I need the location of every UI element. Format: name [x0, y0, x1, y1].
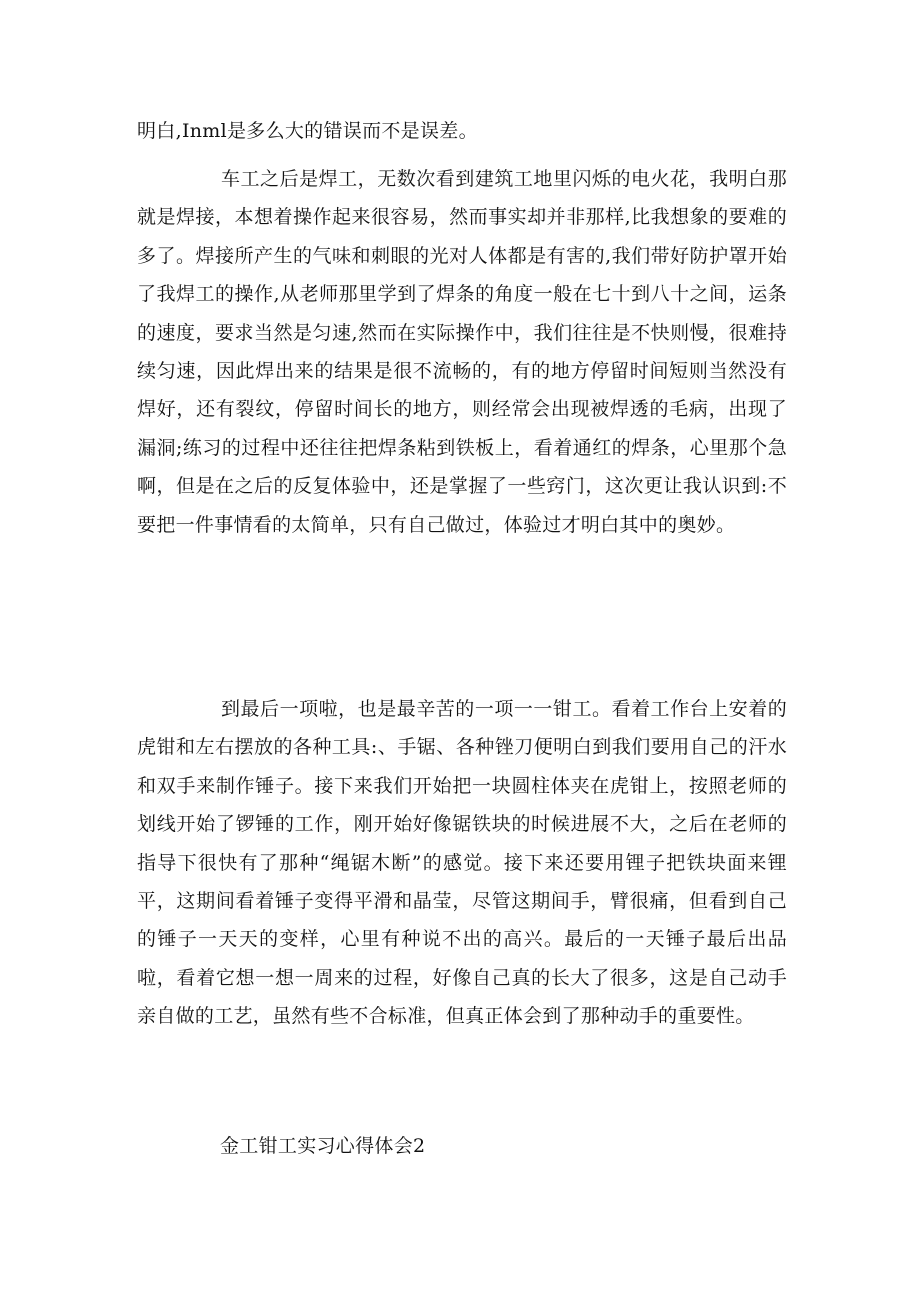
paragraph-fitting: 到最后一项啦，也是最辛苦的一项一一钳工。看着工作台上安着的虎钳和左右摆放的各种工具:、手锯、各种锉刀便明白到我们要用自己的汗水和双手来制作锤子。接下来我们开始把一块圆柱体夹在虎钳上，按照老师的划线开始了锣锤的工作，刚开始好像锯铁块的时候进展不大，之后在老师的指导下很快有了那种“绳锯木断”的感觉。接下来还要用锂子把铁块面来锂平，这期间看着锤子变得平滑和晶莹，尽管这期间手，臂很痛，但看到自己的锤子一天天的变样，心里有种说不出的高兴。最后的一天锤子最后出品啦，看着它想一想一周来的过程，好像自己真的长大了很多，这是自己动手亲自做的工艺，虽然有些不合标准，但真正体会到了那种动手的重要性。 [137, 698, 787, 1028]
paragraph-continuation: 明白,Inml是多么大的错误而不是误差。 [137, 120, 478, 142]
paragraph-welding: 车工之后是焊工，无数次看到建筑工地里闪烁的电火花，我明白那就是焊接，本想着操作起来很容易，然而事实却并非那样,比我想象的要难的多了。焊接所产生的气味和刺眼的光对人体都是有害的,我们带好防护罩开始了我焊工的操作,从老师那里学到了焊条的角度一般在七十到八十之间，运条的速度，要求当然是匀速,然而在实际操作中，我们往往是不快则慢，很难持续匀速，因此焊出来的结果是很不流畅的，有的地方停留时间短则当然没有焊好，还有裂纹，停留时间长的地方，则经常会出现被焊透的毛病，出现了漏洞;练习的过程中还往往把焊条粘到铁板上，看着通红的焊条，心里那个急啊，但是在之后的反复体验中，还是掌握了一些窍门，这次更让我认识到:不要把一件事情看的太简单，只有自己做过，体验过才明白其中的奥妙。 [137, 168, 787, 536]
section-heading: 金工钳工实习心得体会2 [220, 1135, 426, 1157]
